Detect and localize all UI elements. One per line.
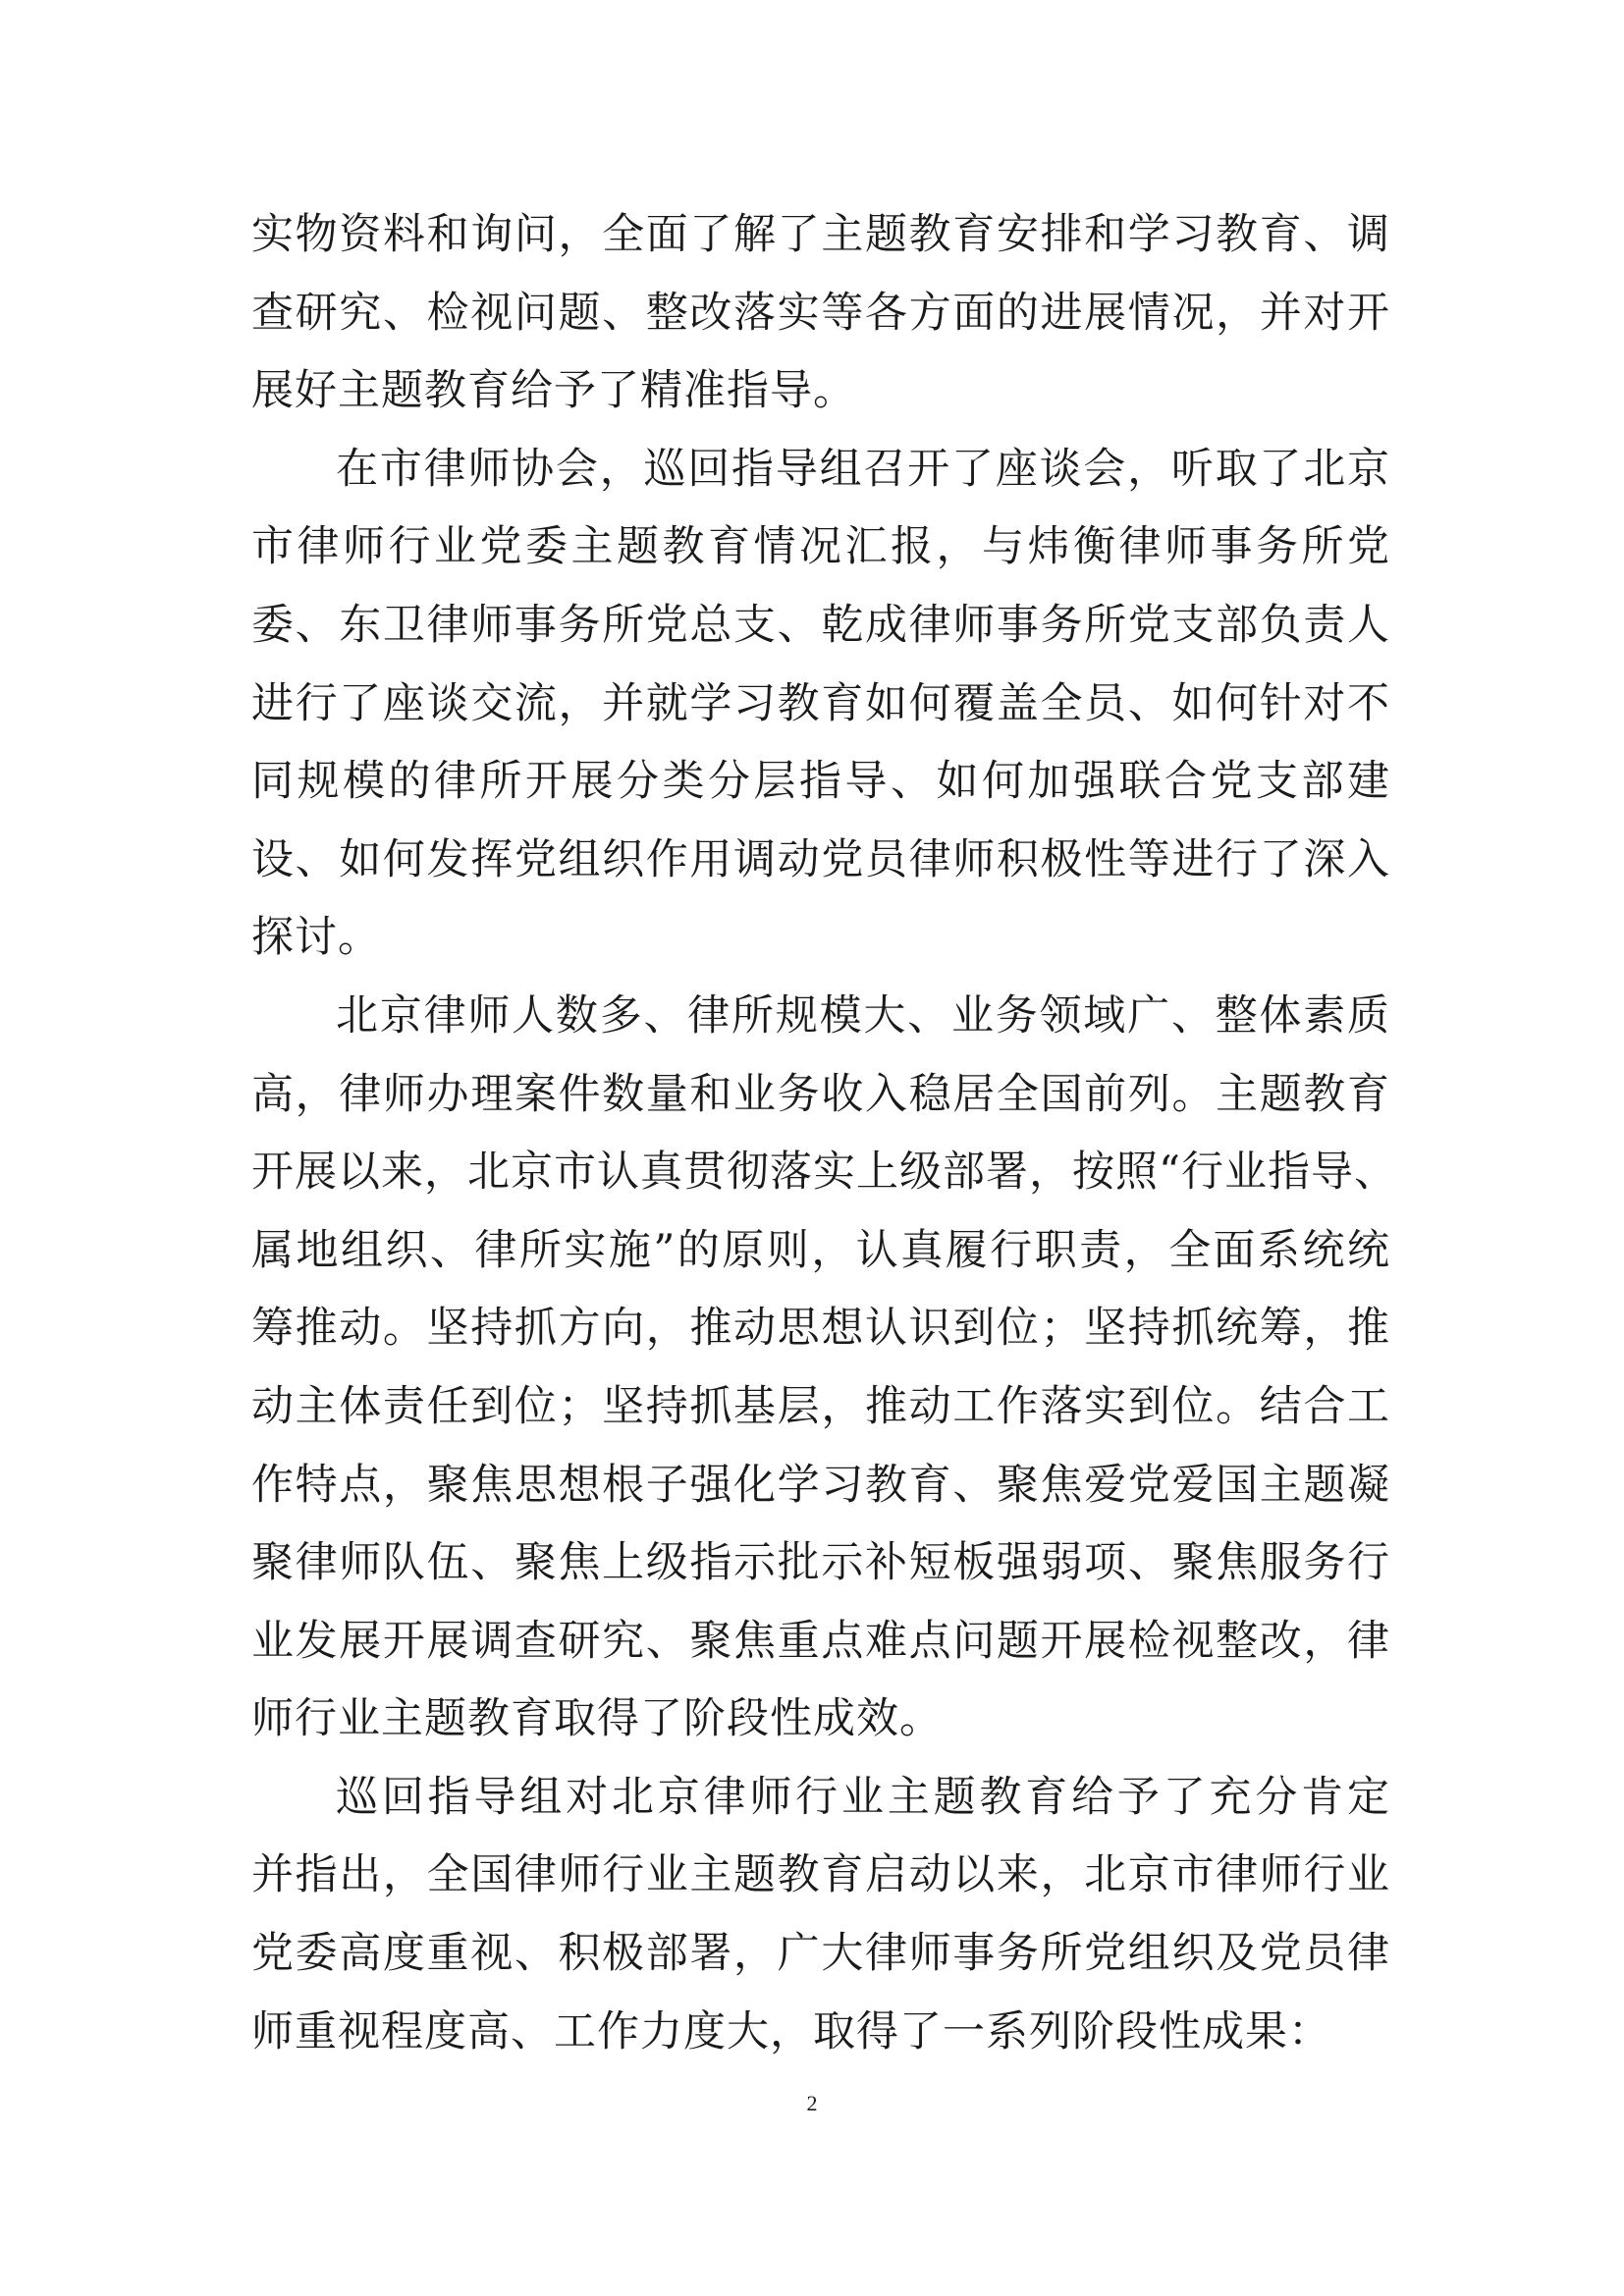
- body-text: [251, 196, 1397, 2071]
- page-number: 2: [806, 2091, 818, 2115]
- paragraph-2-line-5: 同规模的律所开展分类分层指导、如何加强联合党支部建: [251, 757, 1390, 807]
- paragraph-3-line-3: 开展以来，北京市认真贯彻落实上级部署，按照“行业指导、: [251, 1148, 1397, 1198]
- paragraph-2-line-1: 在市律师协会，巡回指导组召开了座谈会，听取了北京: [336, 444, 1390, 494]
- paragraph-3-line-1: 北京律师人数多、律所规模大、业务领域广、整体素质: [336, 990, 1390, 1041]
- paragraph-2-line-4: 进行了座谈交流，并就学习教育如何覆盖全员、如何针对不: [251, 678, 1390, 728]
- paragraph-4-line-2: 并指出，全国律师行业主题教育启动以来，北京市律师行业: [251, 1850, 1390, 1900]
- paragraph-3-line-5: 筹推动。坚持抓方向，推动思想认识到位；坚持抓统筹，推: [251, 1304, 1390, 1354]
- paragraph-3-line-7: 作特点，聚焦思想根子强化学习教育、聚焦爱党爱国主题凝: [251, 1460, 1390, 1510]
- paragraph-2-line-7: 探讨。: [251, 913, 381, 963]
- paragraph-3-line-6: 动主体责任到位；坚持抓基层，推动工作落实到位。结合工: [251, 1381, 1390, 1431]
- paragraph-4-line-4: 师重视程度高、工作力度大，取得了一系列阶段性成果：: [251, 2006, 1331, 2056]
- paragraph-1-line-3: 展好主题教育给予了精准指导。: [251, 366, 856, 416]
- paragraph-3-line-9: 业发展开展调查研究、聚焦重点难点问题开展检视整改，律: [251, 1616, 1390, 1666]
- paragraph-4-line-1: 巡回指导组对北京律师行业主题教育给予了充分肯定: [336, 1772, 1390, 1822]
- paragraph-3-line-8: 聚律师队伍、聚焦上级指示批示补短板强弱项、聚焦服务行: [251, 1538, 1390, 1588]
- paragraph-2-line-6: 设、如何发挥党组织作用调动党员律师积极性等进行了深入: [251, 834, 1390, 884]
- paragraph-2-line-2: 市律师行业党委主题教育情况汇报，与炜衡律师事务所党: [251, 522, 1390, 572]
- paragraph-1-line-2: 查研究、检视问题、整改落实等各方面的进展情况，并对开: [251, 288, 1390, 338]
- paragraph-2-line-3: 委、东卫律师事务所党总支、乾成律师事务所党支部负责人: [251, 600, 1390, 650]
- paragraph-4-line-3: 党委高度重视、积极部署，广大律师事务所党组织及党员律: [251, 1929, 1390, 1979]
- paragraph-1-line-1: 实物资料和询问，全面了解了主题教育安排和学习教育、调: [251, 210, 1390, 259]
- paragraph-3-line-2: 高，律师办理案件数量和业务收入稳居全国前列。主题教育: [251, 1069, 1390, 1119]
- paragraph-3-line-10: 师行业主题教育取得了阶段性成效。: [251, 1694, 943, 1744]
- paragraph-3-line-4: 属地组织、律所实施”的原则，认真履行职责，全面系统统: [251, 1225, 1390, 1275]
